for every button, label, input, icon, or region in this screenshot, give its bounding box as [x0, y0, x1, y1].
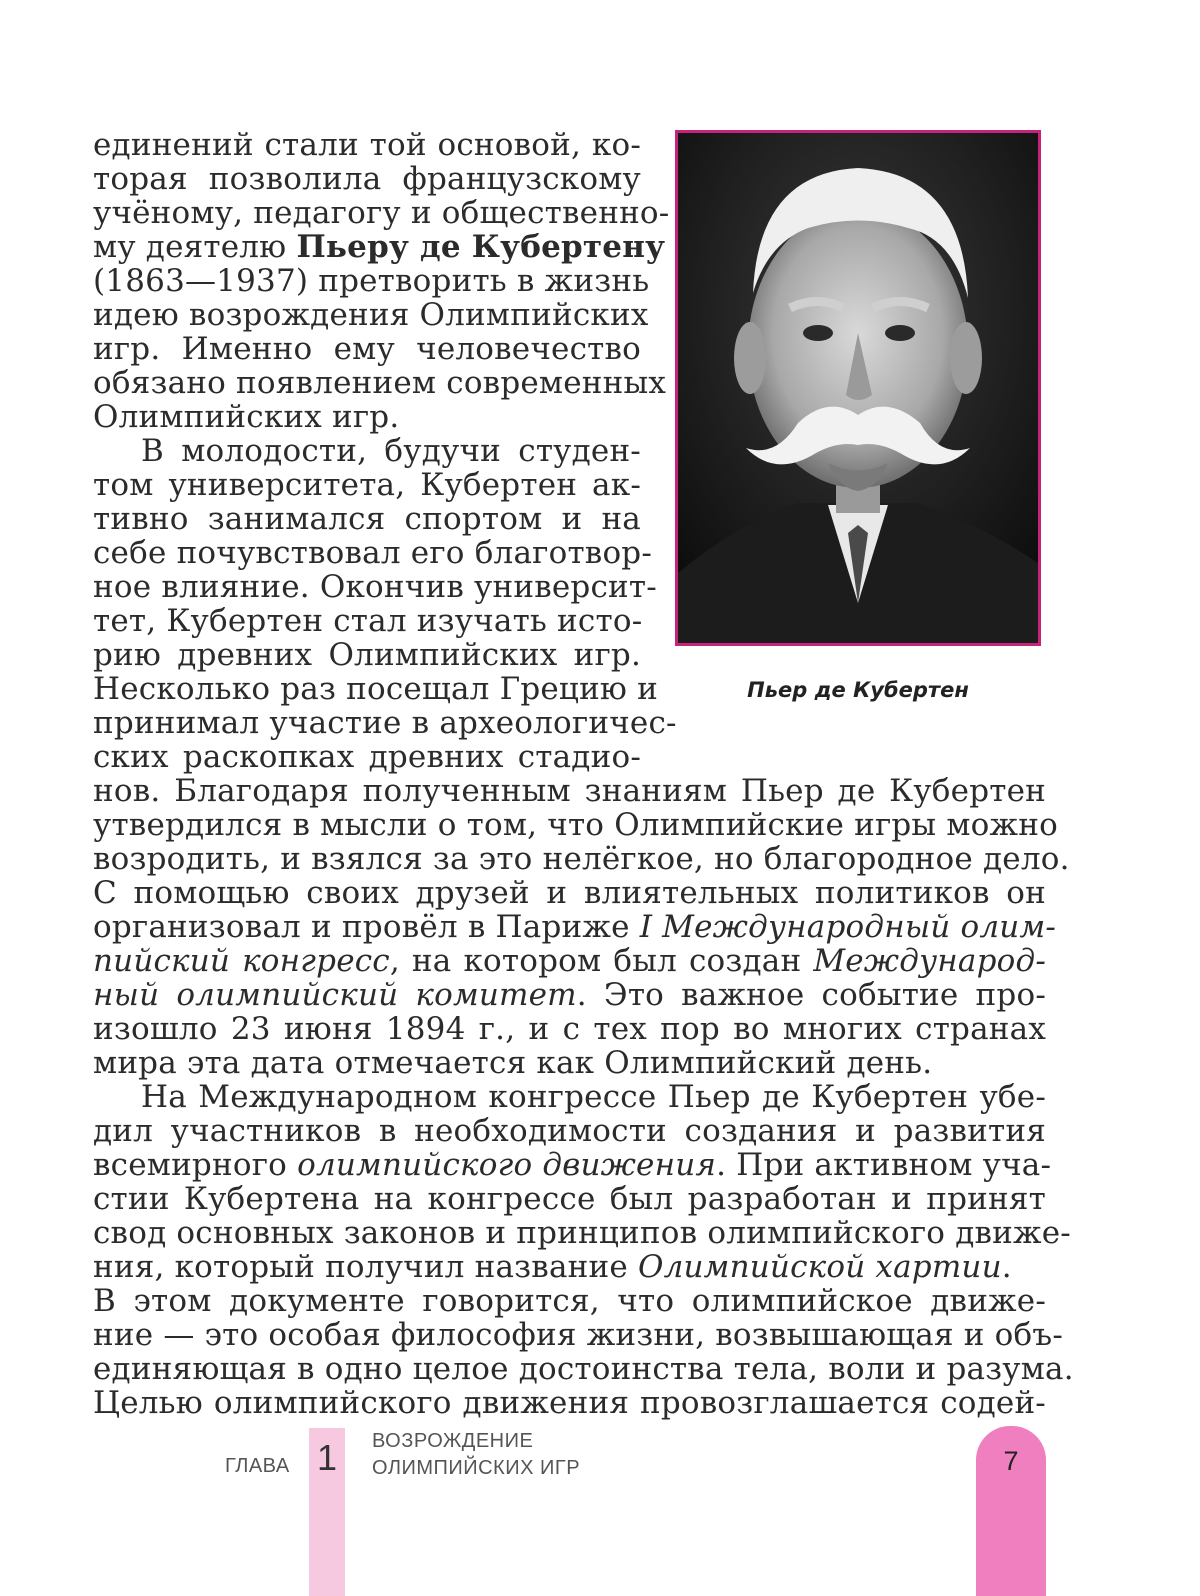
text-line: Олимпийских игр.	[93, 399, 400, 435]
text-run: ния, который получил название	[93, 1249, 638, 1285]
text-line: единяющая в одно целое достоинства тела, воли и разума.	[93, 1351, 1074, 1387]
text-run: организовал и провёл в Париже	[93, 909, 640, 945]
portrait-photo	[675, 130, 1041, 646]
text-line: дил участников в необходимости создания и развития	[93, 1113, 1046, 1149]
text-line	[93, 1147, 1052, 1183]
text-line: (1863—1937) претворить в жизнь	[93, 263, 650, 299]
italic-term: Олимпийской хартии	[637, 1249, 1002, 1285]
text-line: тивно занимался спортом и на	[93, 501, 641, 537]
text-line	[93, 978, 1046, 1012]
text-line: игр. Именно ему человечество	[93, 331, 641, 367]
paragraph-first-line: В молодости, будучи студен-	[141, 433, 641, 469]
paragraph-first-line: На Международном конгрессе Пьер де Кубертен убе-	[141, 1079, 1046, 1115]
person-name-bold: Пьеру де Кубертену	[296, 229, 666, 265]
text-line	[93, 229, 666, 265]
text-line: мира эта дата отмечается как Олимпийский день.	[93, 1045, 933, 1081]
text-line: Целью олимпийского движения провозглашается содей-	[93, 1385, 1046, 1421]
text-line	[93, 909, 1057, 945]
text-line: том университета, Кубертен ак-	[93, 467, 641, 503]
italic-term: олимпийского движения	[297, 1147, 717, 1183]
text-line: стии Кубертена на конгрессе был разработан и принят	[93, 1181, 1046, 1217]
text-line: торая позволила французскому	[93, 161, 641, 197]
text-run: . При активном уча-	[716, 1147, 1052, 1183]
text-line: идею возрождения Олимпийских	[93, 297, 649, 333]
text-line: ное влияние. Окончив университ-	[93, 569, 657, 605]
italic-term: пийский конгресс	[93, 943, 390, 979]
photo-caption: Пьер де Кубертен	[747, 678, 969, 702]
portrait-illustration	[678, 133, 1038, 643]
chapter-number: 1	[316, 1437, 338, 1478]
text-line: тет, Кубертен стал изучать исто-	[93, 603, 643, 639]
text-run: всемирного	[93, 1147, 298, 1183]
italic-term: ный олимпийский комитет	[93, 977, 577, 1013]
text-run: .	[1001, 1249, 1012, 1285]
text-line: рию древних Олимпийских игр.	[93, 637, 641, 673]
text-line: принимал участие в археологичес-	[93, 705, 677, 741]
text-run: му деятелю	[93, 229, 297, 265]
text-line: изошло 23 июня 1894 г., и с тех пор во многих странах	[93, 1011, 1046, 1047]
chapter-title-line: ОЛИМПИЙСКИХ ИГР	[372, 1457, 581, 1479]
text-line: утвердился в мысли о том, что Олимпийские игры можно	[93, 807, 1058, 843]
text-line: обязано появлением современных	[93, 365, 667, 401]
text-run: , на котором был создан	[389, 943, 814, 979]
italic-term: I Международный олим-	[639, 909, 1057, 945]
text-line: единений стали той основой, ко-	[93, 127, 641, 163]
text-line: свод основных законов и принципов олимпийского движе-	[93, 1215, 1071, 1251]
text-line: В этом документе говорится, что олимпийское движе-	[93, 1283, 1046, 1319]
italic-term: Международ-	[813, 943, 1046, 979]
text-line: С помощью своих друзей и влиятельных политиков он	[93, 875, 1046, 911]
page-number: 7	[1003, 1446, 1019, 1476]
chapter-label: ГЛАВА	[225, 1455, 290, 1477]
text-line: ских раскопках древних стадио-	[93, 739, 641, 775]
text-line: Несколько раз посещал Грецию и	[93, 671, 659, 707]
chapter-title	[372, 1428, 580, 1482]
text-line: себе почувствовал его благотвор-	[93, 535, 653, 571]
chapter-title-line: ВОЗРОЖДЕНИЕ	[372, 1430, 534, 1452]
text-line: возродить, и взялся за это нелёгкое, но благородное дело.	[93, 841, 1070, 877]
text-line: нов. Благодаря полученным знаниям Пьер де Кубертен	[93, 773, 1046, 809]
text-line	[93, 944, 1046, 978]
text-line	[93, 1250, 1046, 1284]
text-line: ние — это особая философия жизни, возвышающая и объ-	[93, 1317, 1064, 1353]
text-line: учёному, педагогу и общественно-	[93, 195, 670, 231]
text-run: . Это важное событие про-	[576, 977, 1046, 1013]
